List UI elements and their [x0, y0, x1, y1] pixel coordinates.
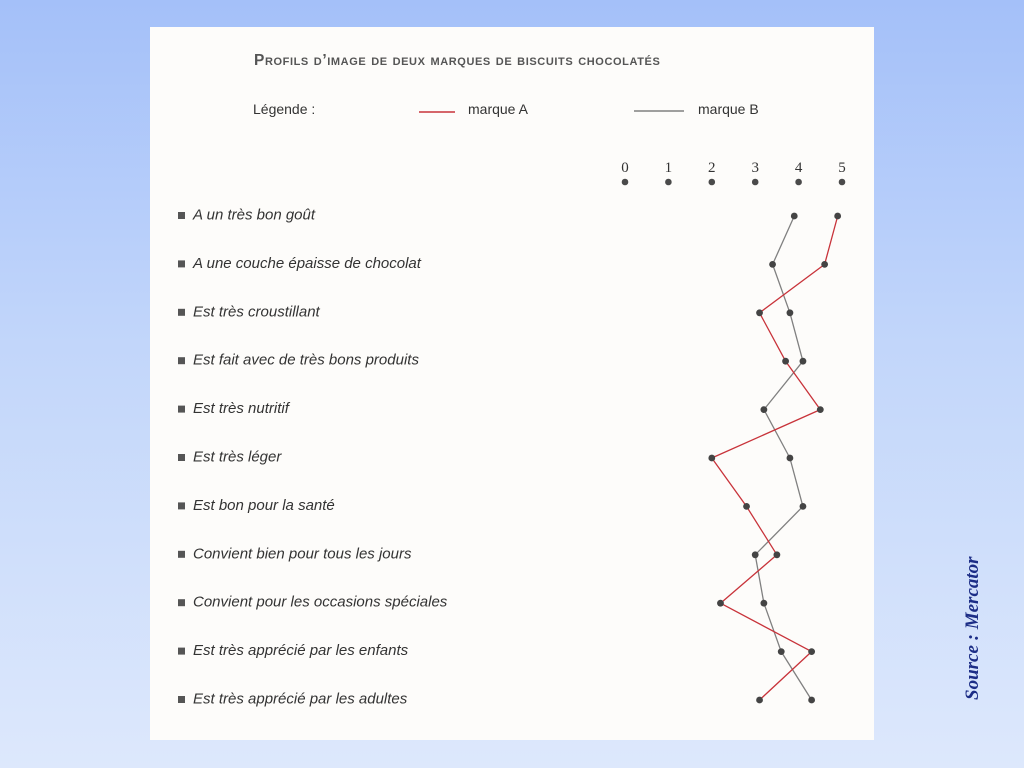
category-label: A un très bon goût	[193, 206, 316, 224]
legend-text-b: marque B	[698, 101, 759, 117]
point-a	[817, 406, 824, 413]
category-list	[178, 207, 448, 708]
point-b	[791, 213, 798, 220]
x-tick-dot	[795, 179, 802, 186]
x-axis	[621, 160, 846, 185]
legend-label: Légende :	[253, 101, 316, 117]
point-b	[752, 551, 759, 558]
bullet-square	[178, 260, 185, 267]
category-label: Est bon pour la santé	[193, 496, 335, 514]
category-label: Est très apprécié par les enfants	[193, 642, 409, 660]
bullet-square	[178, 696, 185, 703]
point-b	[800, 358, 807, 365]
bullet-square	[178, 551, 185, 558]
point-b	[760, 600, 767, 607]
point-a	[756, 309, 763, 316]
bullet-square	[178, 309, 185, 316]
series-line-b	[755, 216, 811, 700]
point-a	[743, 503, 750, 510]
category-label: A une couche épaisse de chocolat	[193, 254, 421, 272]
chart-title: Profils d’image de deux marques de biscuits chocolatés	[254, 52, 661, 69]
series-line-a	[712, 216, 838, 700]
bullet-square	[178, 648, 185, 655]
bullet-square	[178, 454, 185, 461]
x-tick-dot	[709, 179, 716, 186]
point-b	[800, 503, 807, 510]
bullet-square	[178, 357, 185, 364]
point-a	[708, 455, 715, 462]
x-tick-label: 1	[664, 160, 673, 176]
x-tick-dot	[622, 179, 629, 186]
x-tick-label: 5	[838, 160, 846, 176]
category-label: Est fait avec de très bons produits	[193, 351, 419, 369]
x-tick-label: 2	[708, 160, 716, 176]
chart-svg	[150, 27, 874, 740]
point-a	[756, 697, 763, 704]
x-tick-dot	[752, 179, 759, 186]
chart-panel	[150, 27, 874, 740]
point-a	[717, 600, 724, 607]
point-b	[769, 261, 776, 268]
category-label: Est très croustillant	[193, 303, 320, 321]
category-label: Est très léger	[193, 448, 282, 466]
point-a	[774, 551, 781, 558]
point-b	[787, 455, 794, 462]
series-layer	[708, 213, 841, 704]
x-tick-label: 3	[751, 160, 759, 176]
bullet-square	[178, 502, 185, 509]
category-label: Est très nutritif	[193, 400, 289, 418]
point-a	[782, 358, 789, 365]
source-note: Source : Mercator	[962, 556, 983, 700]
point-a	[834, 213, 841, 220]
point-b	[760, 406, 767, 413]
category-label: Convient bien pour tous les jours	[193, 545, 412, 563]
point-a	[821, 261, 828, 268]
point-a	[808, 648, 815, 655]
point-b	[778, 648, 785, 655]
x-tick-label: 4	[794, 160, 803, 176]
point-b	[787, 309, 794, 316]
legend-text-a: marque A	[468, 101, 528, 117]
x-tick-dot	[839, 179, 846, 186]
bullet-square	[178, 406, 185, 413]
x-tick-dot	[665, 179, 672, 186]
category-label: Convient pour les occasions spéciales	[193, 593, 448, 611]
point-b	[808, 697, 815, 704]
x-tick-label: 0	[621, 160, 629, 176]
category-label: Est très apprécié par les adultes	[193, 690, 408, 708]
bullet-square	[178, 599, 185, 606]
bullet-square	[178, 212, 185, 219]
